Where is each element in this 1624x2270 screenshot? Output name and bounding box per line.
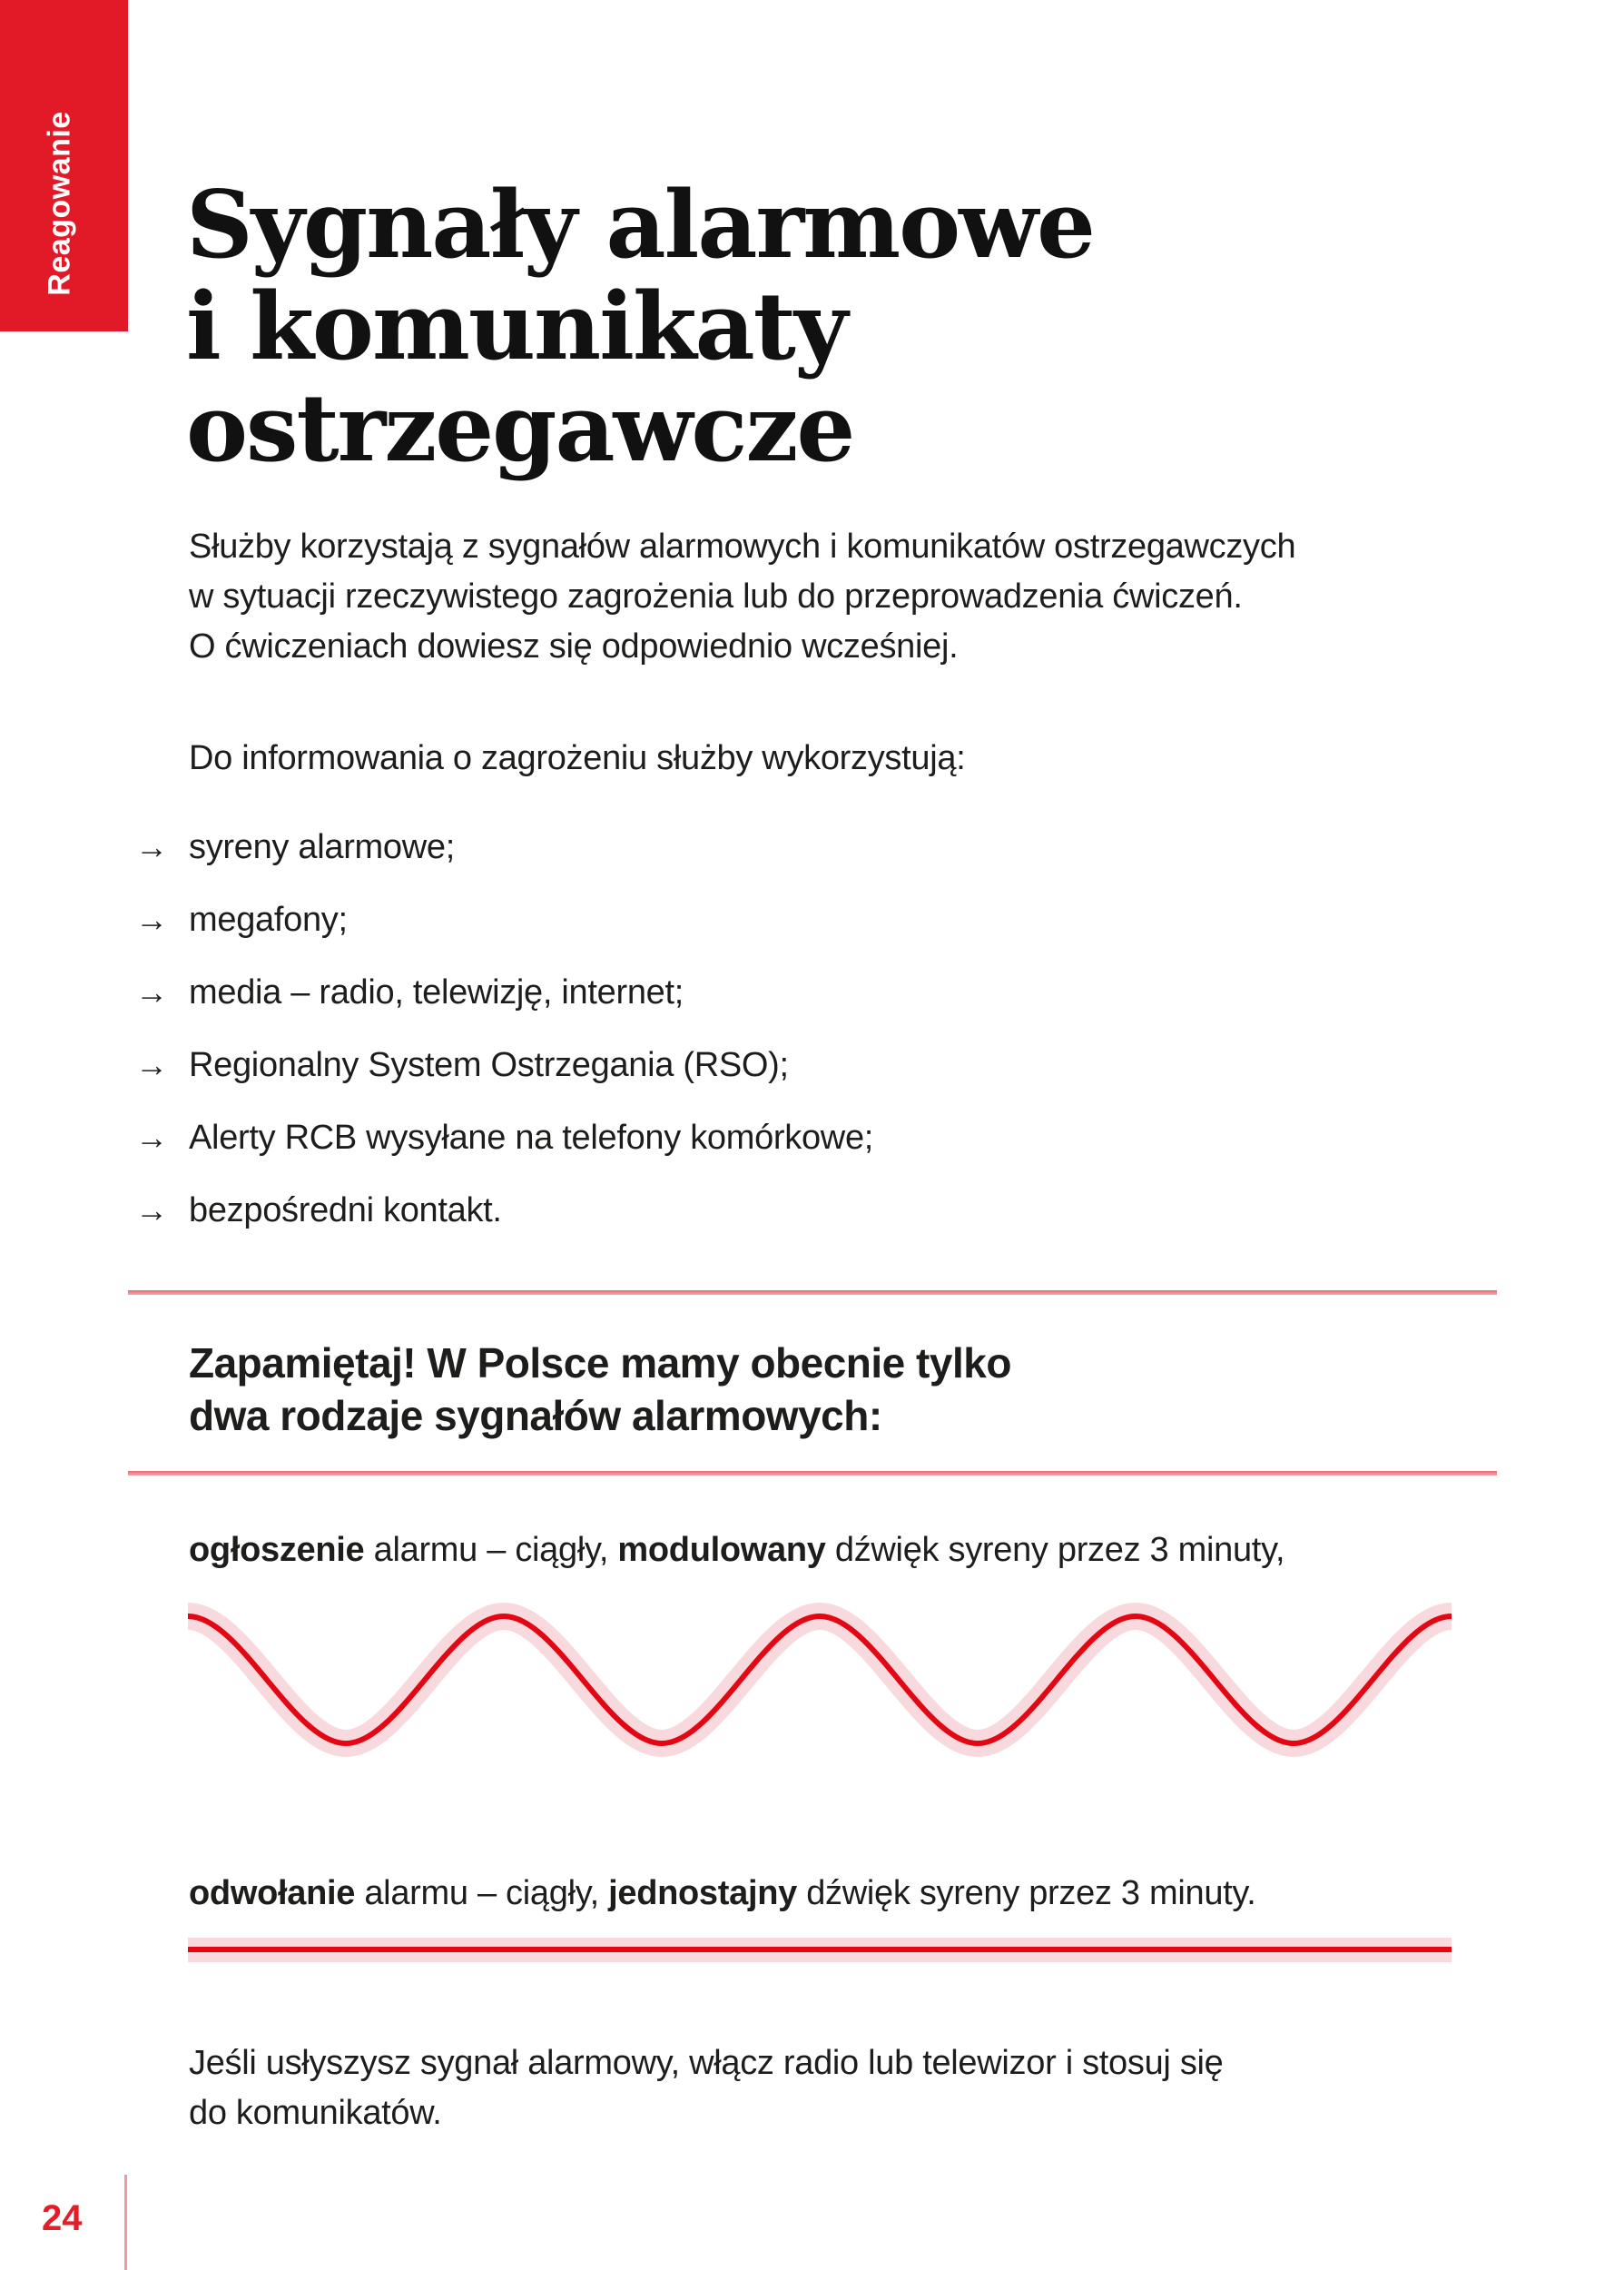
note-line: dwa rodzaje sygnałów alarmowych: bbox=[189, 1392, 882, 1439]
arrow-icon: → bbox=[135, 901, 168, 938]
list-intro: Do informowania o zagrożeniu służby wykorzystują: bbox=[189, 739, 966, 777]
list-item-label: Regionalny System Ostrzegania (RSO); bbox=[189, 1046, 789, 1084]
list-item-label: Alerty RCB wysyłane na telefony komórkowe; bbox=[189, 1119, 874, 1157]
signal-text: dźwięk syreny przez 3 minuty, bbox=[825, 1531, 1285, 1569]
arrow-icon: → bbox=[135, 1119, 168, 1156]
note-text bbox=[189, 1337, 1011, 1442]
arrow-icon: → bbox=[135, 1046, 168, 1083]
wave-svg bbox=[188, 1594, 1452, 1766]
list-item-label: megafony; bbox=[189, 901, 348, 939]
closing-line: do komunikatów. bbox=[189, 2094, 442, 2132]
list-item-label: media – radio, telewizję, internet; bbox=[189, 973, 684, 1012]
section-tab-label: Reagowanie bbox=[42, 111, 77, 296]
intro-line: Służby korzystają z sygnałów alarmowych i komunikatów ostrzegawczych bbox=[189, 528, 1296, 566]
page-title-line: Sygnały alarmowe bbox=[186, 171, 1094, 280]
signal-description-modulated bbox=[189, 1525, 1284, 1575]
signal-term: modulowany bbox=[617, 1531, 826, 1569]
signal-text: alarmu – ciągły, bbox=[355, 1874, 609, 1912]
page-title bbox=[186, 171, 1094, 484]
signal-term: odwołanie bbox=[189, 1874, 356, 1912]
intro-line: O ćwiczeniach dowiesz się odpowiednio wcześniej. bbox=[189, 627, 959, 666]
closing-paragraph bbox=[189, 2038, 1224, 2138]
modulated-signal-wave bbox=[188, 1594, 1452, 1766]
arrow-icon: → bbox=[135, 1191, 168, 1229]
steady-signal-band bbox=[188, 1938, 1452, 1962]
intro-line: w sytuacji rzeczywistego zagrożenia lub do przeprowadzenia ćwiczeń. bbox=[189, 577, 1243, 616]
footer-divider bbox=[124, 2175, 127, 2270]
signal-text: dźwięk syreny przez 3 minuty. bbox=[796, 1874, 1256, 1912]
signal-term: ogłoszenie bbox=[189, 1531, 365, 1569]
list-item bbox=[135, 894, 873, 945]
signal-text: alarmu – ciągły, bbox=[364, 1531, 618, 1569]
alarm-channels-list bbox=[135, 822, 873, 1258]
intro-paragraph bbox=[189, 522, 1295, 672]
page-title-line: i komunikaty bbox=[186, 272, 847, 382]
list-item bbox=[135, 1112, 873, 1163]
note-rule-bottom bbox=[128, 1471, 1497, 1476]
arrow-icon: → bbox=[135, 828, 168, 865]
page-number: 24 bbox=[42, 2198, 83, 2238]
page-title-line: ostrzegawcze bbox=[186, 374, 854, 484]
signal-term: jednostajny bbox=[608, 1874, 797, 1912]
arrow-icon: → bbox=[135, 973, 168, 1011]
signal-description-steady bbox=[189, 1869, 1256, 1919]
steady-signal-line bbox=[188, 1947, 1452, 1952]
note-line: Zapamiętaj! W Polsce mamy obecnie tylko bbox=[189, 1339, 1011, 1387]
note-rule-top bbox=[128, 1290, 1497, 1295]
list-item bbox=[135, 1185, 873, 1236]
wave-glow bbox=[188, 1616, 1452, 1743]
list-item-label: syreny alarmowe; bbox=[189, 828, 455, 866]
closing-line: Jeśli usłyszysz sygnał alarmowy, włącz radio lub telewizor i stosuj się bbox=[189, 2044, 1224, 2082]
list-item bbox=[135, 1040, 873, 1091]
list-item bbox=[135, 822, 873, 873]
list-item bbox=[135, 967, 873, 1018]
list-item-label: bezpośredni kontakt. bbox=[189, 1191, 502, 1229]
section-tab bbox=[0, 0, 128, 331]
